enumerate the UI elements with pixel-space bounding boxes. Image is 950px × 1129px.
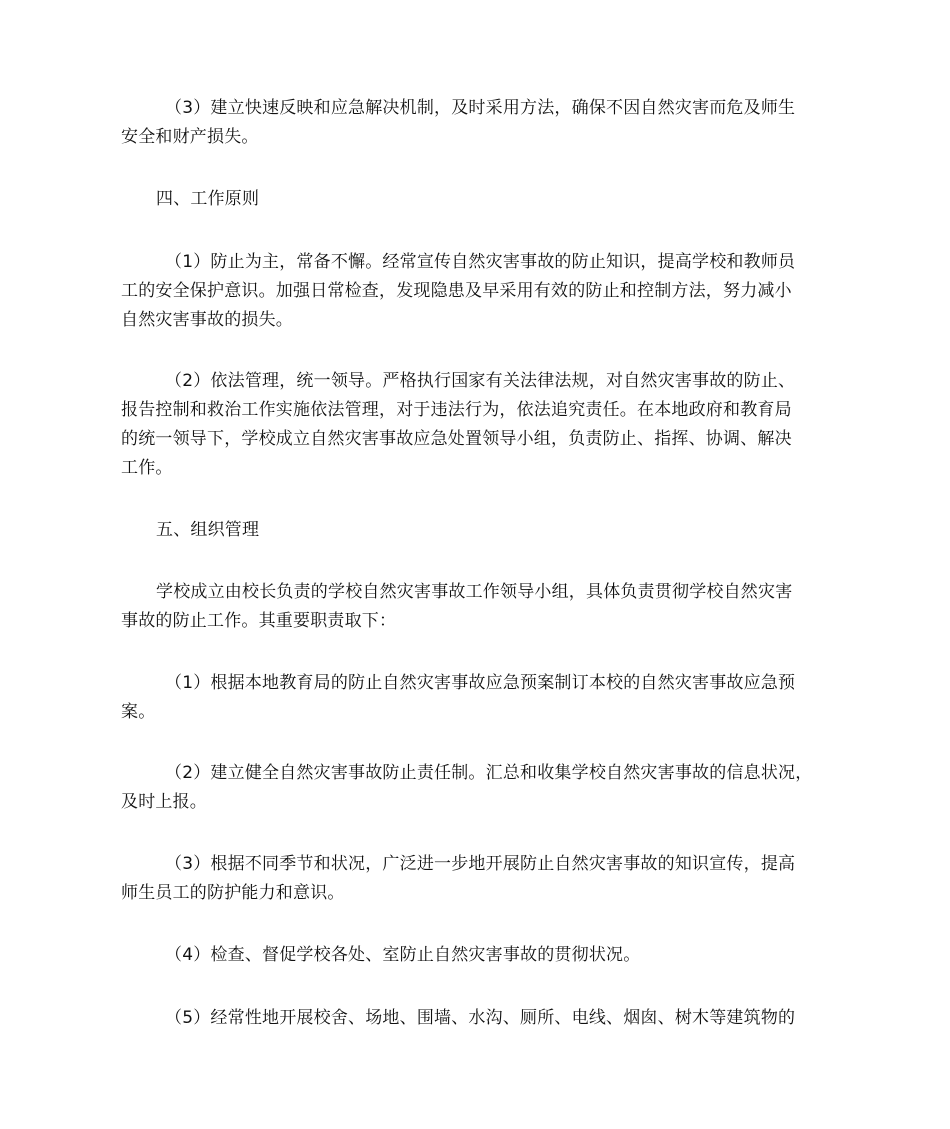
text-line: 师生员工的防护能力和意识。 [121, 883, 345, 903]
text-line: （4）检查、督促学校各处、室防止自然灾害事故的贯彻状况。 [165, 945, 641, 965]
text-line: （5）经常性地开展校舍、场地、围墙、水沟、厕所、电线、烟囱、树木等建筑物的 [165, 1008, 796, 1028]
paragraph-duty-1 [121, 669, 831, 727]
text-line: 安全和财产损失。 [121, 127, 259, 147]
text-line: 的统一领导下，学校成立自然灾害事故应急处置领导小组，负责防止、指挥、协调、解决 [121, 429, 792, 449]
text-line: 学校成立由校长负责的学校自然灾害事故工作领导小组，具体负责贯彻学校自然灾害 [156, 582, 793, 602]
text-line: 案。 [121, 702, 156, 722]
section-heading-work-principles [121, 185, 831, 214]
text-line: 自然灾害事故的损失。 [121, 310, 293, 330]
text-line: 及时上报。 [121, 792, 207, 812]
text-line: （2）依法管理，统一领导。严格执行国家有关法律法规，对自然灾害事故的防止、 [165, 371, 796, 391]
paragraph-leadership-group [121, 578, 831, 636]
section-heading-organization [121, 516, 831, 545]
paragraph-principle-2 [121, 367, 831, 483]
paragraph-duty-5 [121, 1004, 831, 1033]
paragraph-principle-1 [121, 248, 831, 335]
text-line: （1）根据本地教育局的防止自然灾害事故应急预案制订本校的自然灾害事故应急预 [165, 673, 796, 693]
text-line: 工的安全保护意识。加强日常检查，发现隐患及早采用有效的防止和控制方法，努力减小 [121, 281, 792, 301]
paragraph-item-3-mechanism [121, 94, 831, 152]
heading-text: 五、组织管理 [156, 520, 260, 540]
paragraph-duty-3 [121, 850, 831, 908]
text-line: （2）建立健全自然灾害事故防止责任制。汇总和收集学校自然灾害事故的信息状况， [165, 763, 813, 783]
text-line: （3）建立快速反映和应急解决机制，及时采用方法，确保不因自然灾害而危及师生 [165, 98, 796, 118]
text-line: 报告控制和救治工作实施依法管理，对于违法行为，依法追究责任。在本地政府和教育局 [121, 400, 792, 420]
text-line: 工作。 [121, 458, 173, 478]
paragraph-duty-4 [121, 941, 831, 970]
text-line: （1）防止为主，常备不懈。经常宣传自然灾害事故的防止知识，提高学校和教师员 [165, 252, 796, 272]
text-line: 事故的防止工作。其重要职责取下： [121, 611, 397, 631]
paragraph-duty-2 [121, 759, 831, 817]
text-line: （3）根据不同季节和状况，广泛进一步地开展防止自然灾害事故的知识宣传，提高 [165, 854, 796, 874]
heading-text: 四、工作原则 [156, 189, 260, 209]
